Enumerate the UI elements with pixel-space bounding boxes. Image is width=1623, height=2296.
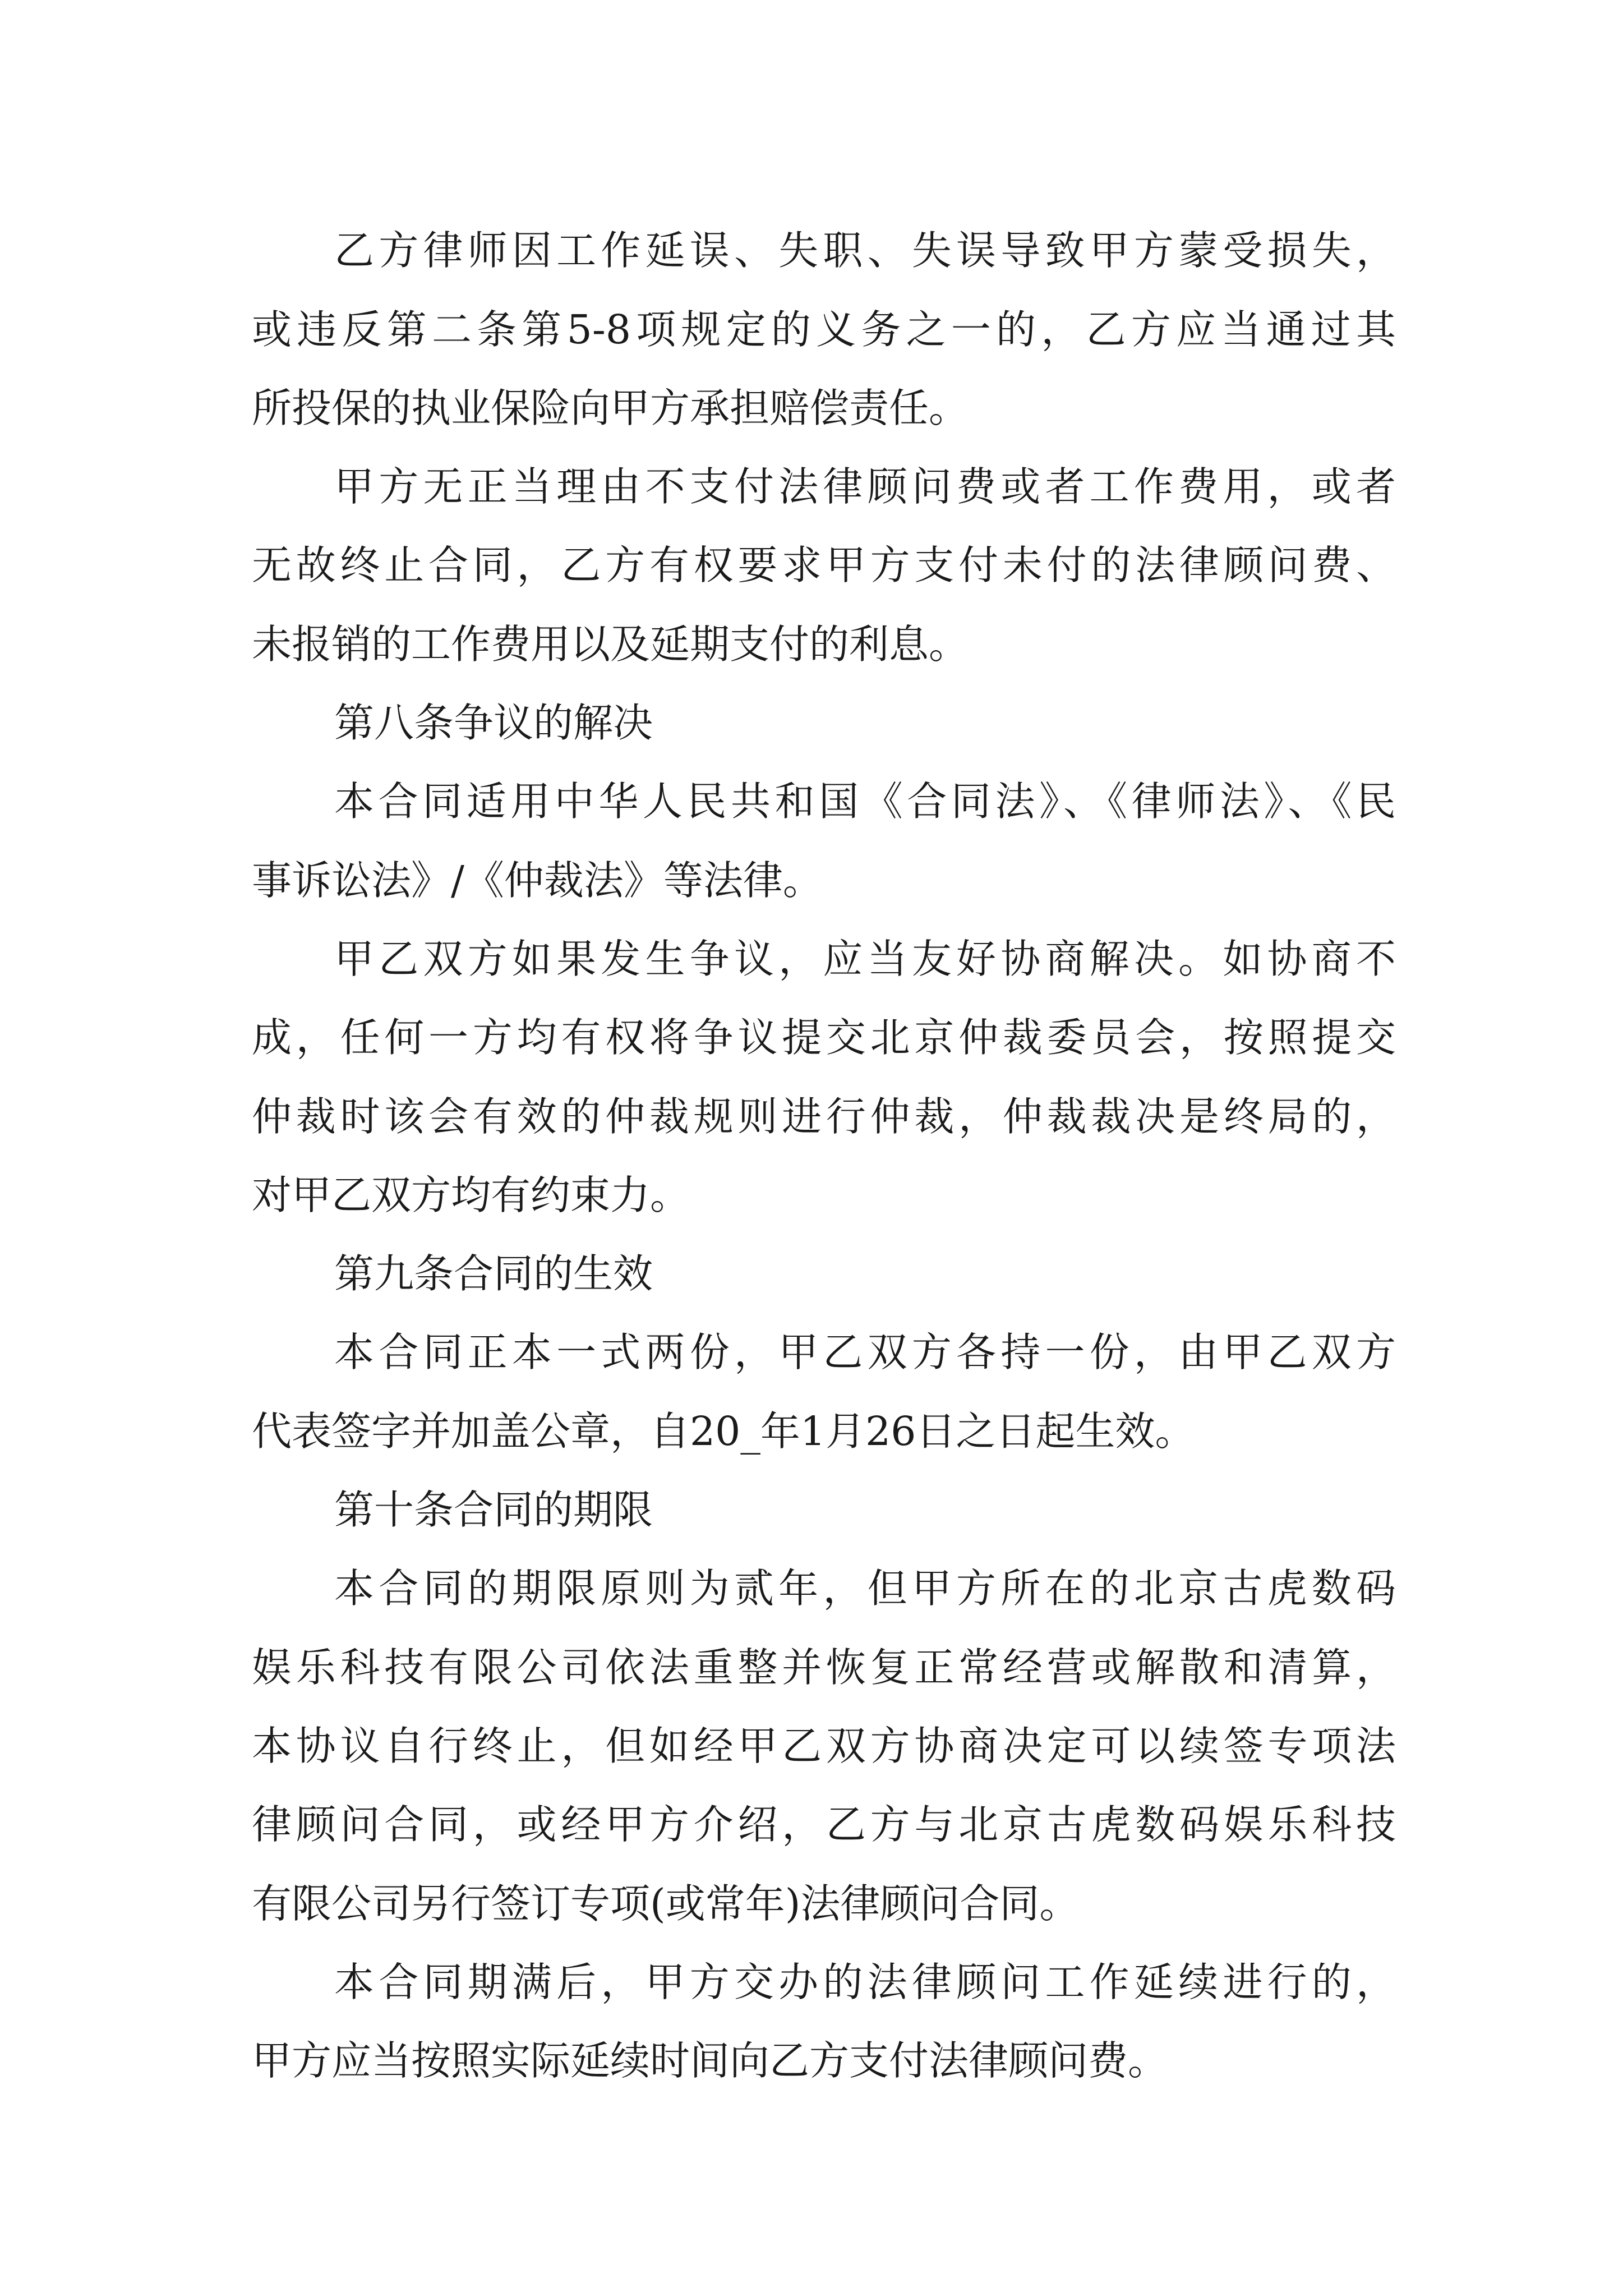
paragraph-line: 事诉讼法》/《仲裁法》等法律。: [252, 857, 823, 904]
paragraph-line: 成，任何一方均有权将争议提交北京仲裁委员会，按照提交: [252, 1014, 1396, 1061]
section-heading-article-10: 第十条合同的期限: [334, 1487, 653, 1533]
paragraph-line: 无故终止合同，乙方有权要求甲方支付未付的法律顾问费、: [252, 542, 1396, 588]
paragraph-line: 仲裁时该会有效的仲裁规则进行仲裁，仲裁裁决是终局的，: [252, 1093, 1396, 1140]
paragraph-line: 本合同的期限原则为贰年，但甲方所在的北京古虎数码: [334, 1565, 1396, 1612]
paragraph-line: 本合同期满后，甲方交办的法律顾问工作延续进行的，: [334, 1959, 1396, 2005]
paragraph-line: 或违反第二条第5-8项规定的义务之一的，乙方应当通过其: [252, 306, 1396, 353]
paragraph-line: 甲方无正当理由不支付法律顾问费或者工作费用，或者: [334, 463, 1396, 510]
paragraph-line: 有限公司另行签订专项(或常年)法律顾问合同。: [252, 1880, 1080, 1927]
paragraph-line: 甲乙双方如果发生争议，应当友好协商解决。如协商不: [334, 936, 1396, 982]
paragraph-line: 本合同适用中华人民共和国《合同法》、《律师法》、《民: [334, 778, 1396, 825]
paragraph-line: 代表签字并加盖公章，自20_年1月26日之日起生效。: [252, 1408, 1195, 1455]
paragraph-line: 未报销的工作费用以及延期支付的利息。: [252, 621, 969, 668]
paragraph-line: 本合同正本一式两份，甲乙双方各持一份，由甲乙双方: [334, 1329, 1396, 1375]
paragraph-line: 甲方应当按照实际延续时间向乙方支付法律顾问费。: [252, 2037, 1168, 2084]
section-heading-article-9: 第九条合同的生效: [334, 1250, 653, 1297]
paragraph-line: 娱乐科技有限公司依法重整并恢复正常经营或解散和清算，: [252, 1644, 1396, 1691]
paragraph-line: 对甲乙双方均有约束力。: [252, 1172, 690, 1218]
paragraph-line: 本协议自行终止，但如经甲乙双方协商决定可以续签专项法: [252, 1723, 1396, 1769]
paragraph-line: 律顾问合同，或经甲方介绍，乙方与北京古虎数码娱乐科技: [252, 1801, 1396, 1848]
section-heading-article-8: 第八条争议的解决: [334, 700, 653, 746]
paragraph-line: 所投保的执业保险向甲方承担赔偿责任。: [252, 385, 969, 431]
paragraph-line: 乙方律师因工作延误、失职、失误导致甲方蒙受损失，: [334, 227, 1396, 274]
